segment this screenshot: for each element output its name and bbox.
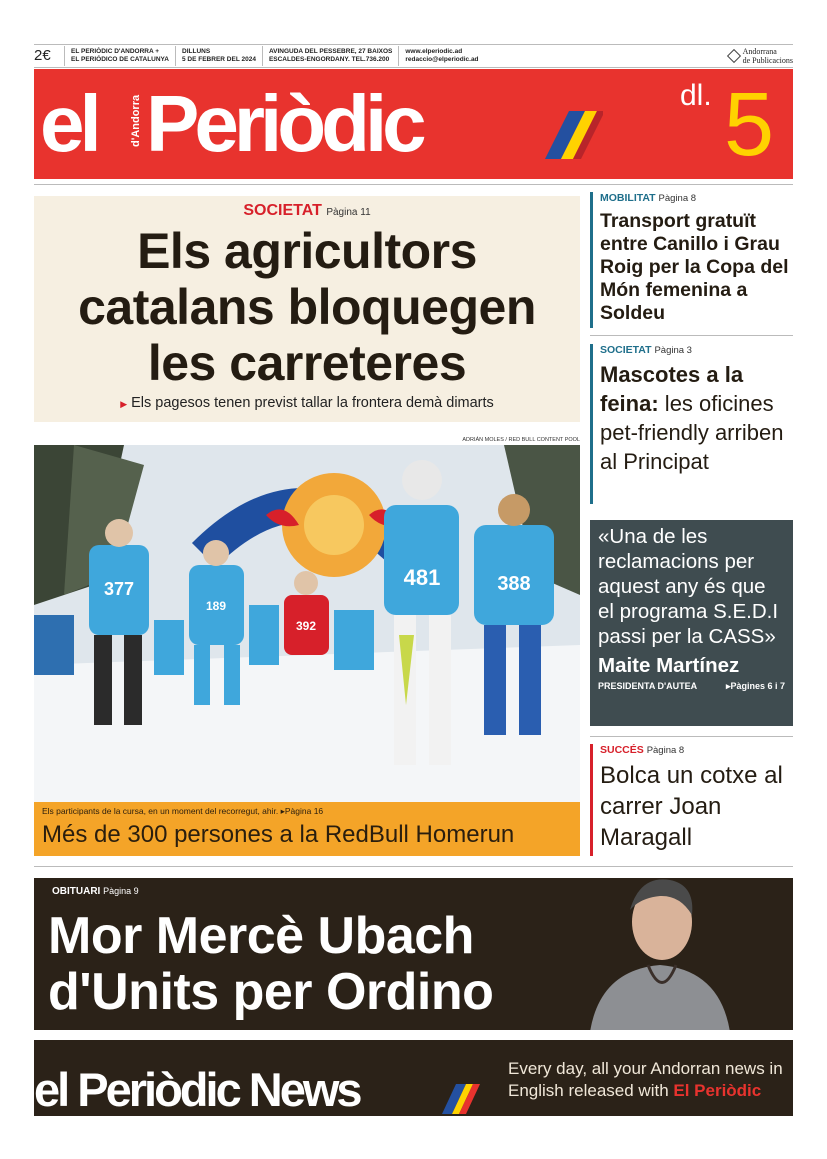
date-info (175, 46, 262, 66)
page-ref: Pàgina 8 (646, 745, 685, 756)
logo-name: Periòdic (146, 79, 422, 168)
bib-number: 388 (497, 573, 531, 595)
accent-bar (590, 344, 593, 504)
bib-number: 481 (403, 565, 441, 590)
race-photo[interactable] (34, 445, 580, 802)
page-ref: Pàgina 9 (103, 886, 139, 896)
subhead-text: Els pagesos tenen previst tallar la frontera demà dimarts (131, 395, 494, 411)
section-name: SOCIETAT (600, 344, 652, 356)
headline-line: d'Units per Ordino (48, 963, 494, 1021)
headline-line: les carreteres (147, 335, 467, 391)
side-story-succes[interactable] (590, 744, 793, 856)
section-label (52, 886, 139, 897)
quote-role: PRESIDENTA D'AUTEA (598, 681, 698, 691)
story-title: Transport gratuït entre Canillo i Grau Roig per la Copa del Món femenina a Soldeu (600, 210, 789, 324)
section-name: OBITUARI (52, 886, 101, 897)
side-story-societat[interactable] (590, 344, 793, 504)
publisher-line: EL PERIÒDIC D'ANDORRA + (71, 48, 160, 55)
email-link[interactable]: redaccio@elperiodic.ad (405, 56, 479, 63)
date-line: 5 DE FEBRER DEL 2024 (182, 56, 256, 63)
bib-number: 189 (205, 599, 227, 613)
address-line: AVINGUDA DEL PESSEBRE, 27 BAIXOS (268, 48, 393, 55)
quote-box[interactable] (590, 520, 793, 726)
obituary-story[interactable] (34, 878, 793, 1030)
website-link[interactable]: www.elperiodic.ad (405, 48, 463, 55)
accent-bar (590, 744, 593, 856)
story-title: Bolca un cotxe al carrer Joan Maragall (600, 762, 783, 851)
section-label (590, 192, 793, 204)
side-story-mobilitat[interactable] (590, 192, 793, 328)
photo-credit: ADRIÁN MOLES / RED BULL CONTENT POOL (462, 437, 580, 443)
caption-page-ref: ▸Pàgina 16 (280, 806, 324, 816)
day-number: 5 (724, 75, 775, 175)
group-line: Andorrana (742, 47, 777, 56)
obituary-headline (48, 908, 493, 1020)
ski-race-illustration (34, 445, 580, 802)
photo-headline[interactable]: Més de 300 persones a la RedBull Homerun (42, 821, 515, 848)
photo-caption-box (34, 802, 580, 856)
page-ref: Pàgina 3 (654, 345, 692, 356)
news-banner[interactable] (34, 1040, 793, 1116)
masthead (34, 69, 793, 179)
story-title (590, 360, 793, 476)
bib-number: 392 (295, 619, 317, 633)
tagline-brand: El Periòdic (673, 1081, 762, 1100)
section-label (590, 744, 793, 756)
headline-line: Els agricultors (137, 223, 477, 279)
logo-el: el (40, 79, 97, 168)
quote-text: «Una de les reclamacions per aquest any és que el programa S.E.D.I passi per la CASS» (598, 525, 779, 648)
bib-number: 377 (103, 579, 135, 599)
divider (34, 866, 793, 867)
lead-headline (34, 223, 580, 391)
headline-line: Mor Mercè Ubach (48, 907, 474, 965)
quote-role-row (598, 681, 785, 692)
publisher-group (729, 47, 793, 65)
diamond-logo-icon (726, 49, 740, 63)
page-ref: Pàgina 11 (326, 207, 371, 218)
title-bold: Mascotes a la feina: (600, 362, 744, 416)
top-info-strip (34, 44, 793, 68)
divider (590, 736, 793, 737)
section-name: SUCCÉS (600, 744, 644, 756)
price: 2€ (34, 47, 51, 64)
tagline-text: Every day, all your Andorran news in English released with (508, 1059, 783, 1100)
section-label (590, 344, 793, 356)
day-abbr: dl. (680, 79, 712, 112)
day-line: DILLUNS (182, 48, 211, 55)
page-ref: Pàgina 8 (658, 193, 697, 204)
address-line: ESCALDES-ENGORDANY. TEL.736.200 (268, 56, 390, 63)
triangle-bullet-icon: ▶ (120, 399, 128, 409)
divider (590, 335, 793, 336)
lead-kicker (34, 202, 580, 220)
photo-caption (34, 802, 580, 817)
lead-subhead (34, 395, 580, 411)
publisher-line: EL PERIÓDICO DE CATALUNYA (71, 56, 169, 63)
address-info (262, 46, 398, 66)
logo-andorra: d'Andorra (130, 95, 142, 148)
quote-page-ref: ▸Pàgines 6 i 7 (725, 681, 785, 691)
accent-bar (590, 192, 593, 328)
divider (34, 184, 793, 185)
quote-author: Maite Martínez (598, 654, 740, 677)
portrait-photo (570, 878, 750, 1030)
flag-stripes-icon (438, 1080, 480, 1116)
title-rest: les oficines pet-friendly arriben al Principat (600, 391, 784, 474)
section-name: MOBILITAT (600, 192, 656, 204)
section-label: SOCIETAT (243, 202, 322, 219)
contact-info (398, 46, 484, 66)
lead-story[interactable] (34, 196, 580, 422)
news-tagline (508, 1058, 788, 1102)
news-brand: el Periòdic News (34, 1063, 360, 1116)
group-line: de Publicacions (742, 56, 793, 65)
headline-line: catalans bloquegen (78, 279, 536, 335)
publisher-info (64, 46, 175, 66)
flag-stripes-icon (539, 103, 603, 167)
caption-text: Els participants de la cursa, en un moment del recorregut, ahir. (42, 806, 279, 816)
